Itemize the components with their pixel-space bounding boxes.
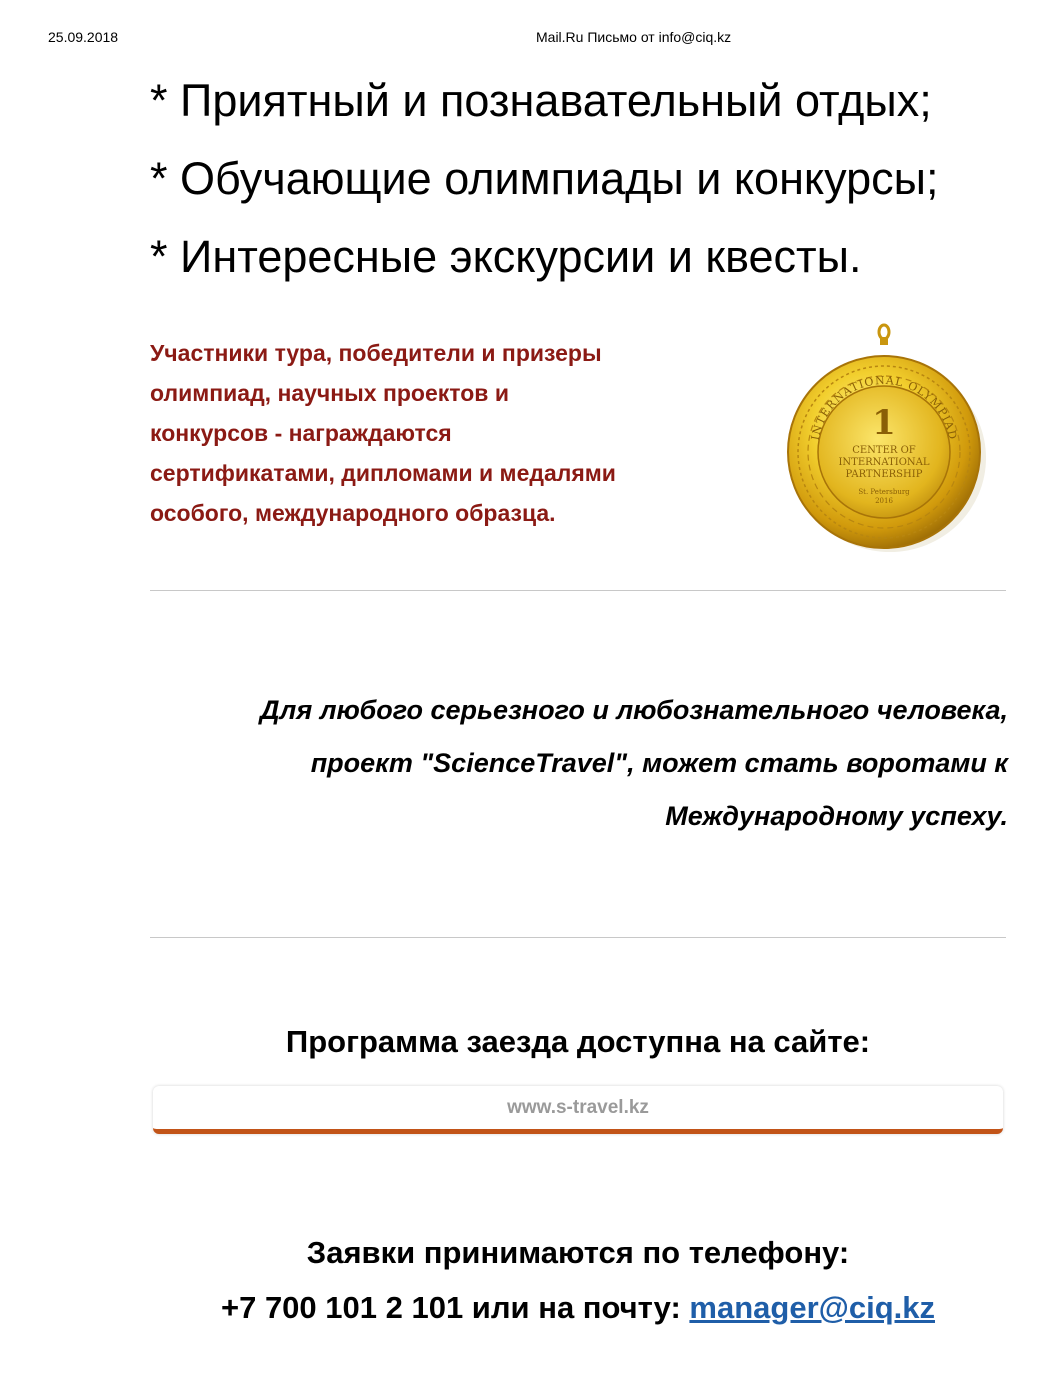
medal-line: CENTER OF <box>852 445 916 456</box>
medal-year: 2016 <box>875 497 893 505</box>
quote-line: Для любого серьезного и любознательного человека, <box>260 695 1008 725</box>
print-header-title: Mail.Ru Письмо от info@ciq.kz <box>536 29 732 45</box>
awards-line: олимпиад, научных проектов и <box>150 380 509 406</box>
print-date: 25.09.2018 <box>48 29 119 45</box>
section-divider <box>150 590 1006 591</box>
contact-block <box>150 1225 1006 1335</box>
awards-line: сертификатами, дипломами и медалями <box>150 460 616 486</box>
awards-line: особого, международного образца. <box>150 500 556 526</box>
medal-number: 1 <box>872 403 896 443</box>
contact-heading: Заявки принимаются по телефону: <box>306 1235 850 1270</box>
medal-line: PARTNERSHIP <box>845 469 923 480</box>
phone-text: +7 700 101 2 101 или на почту: <box>220 1290 690 1325</box>
contact-phone-line <box>150 1280 1006 1335</box>
awards-line: конкурсов - награждаются <box>150 420 452 446</box>
medal-city: St. Petersburg <box>858 488 910 496</box>
quote-line: проект "ScienceTravel", может стать воротами к <box>310 748 1008 778</box>
benefits-list <box>150 62 1050 296</box>
awards-paragraph <box>150 333 710 533</box>
medal-loop <box>879 325 889 339</box>
email-link[interactable]: manager@ciq.kz <box>689 1290 935 1325</box>
quote-line: Международному успеху. <box>665 801 1008 831</box>
medal-line: INTERNATIONAL <box>838 457 930 468</box>
awards-line: Участники тура, победители и призеры <box>150 340 602 366</box>
medal-ring-text: INTERNATIONAL OLYMPIAD <box>808 373 960 442</box>
gold-medal-image <box>778 322 988 554</box>
section-divider <box>150 937 1006 938</box>
website-link-button[interactable]: www.s-travel.kz <box>153 1086 1003 1134</box>
benefit-item: * Интересные экскурсии и квесты. <box>150 231 862 282</box>
benefit-item: * Приятный и познавательный отдых; <box>150 75 932 126</box>
quote-paragraph <box>150 684 1008 843</box>
program-heading: Программа заезда доступна на сайте: <box>285 1024 871 1059</box>
benefit-item: * Обучающие олимпиады и конкурсы; <box>150 153 939 204</box>
